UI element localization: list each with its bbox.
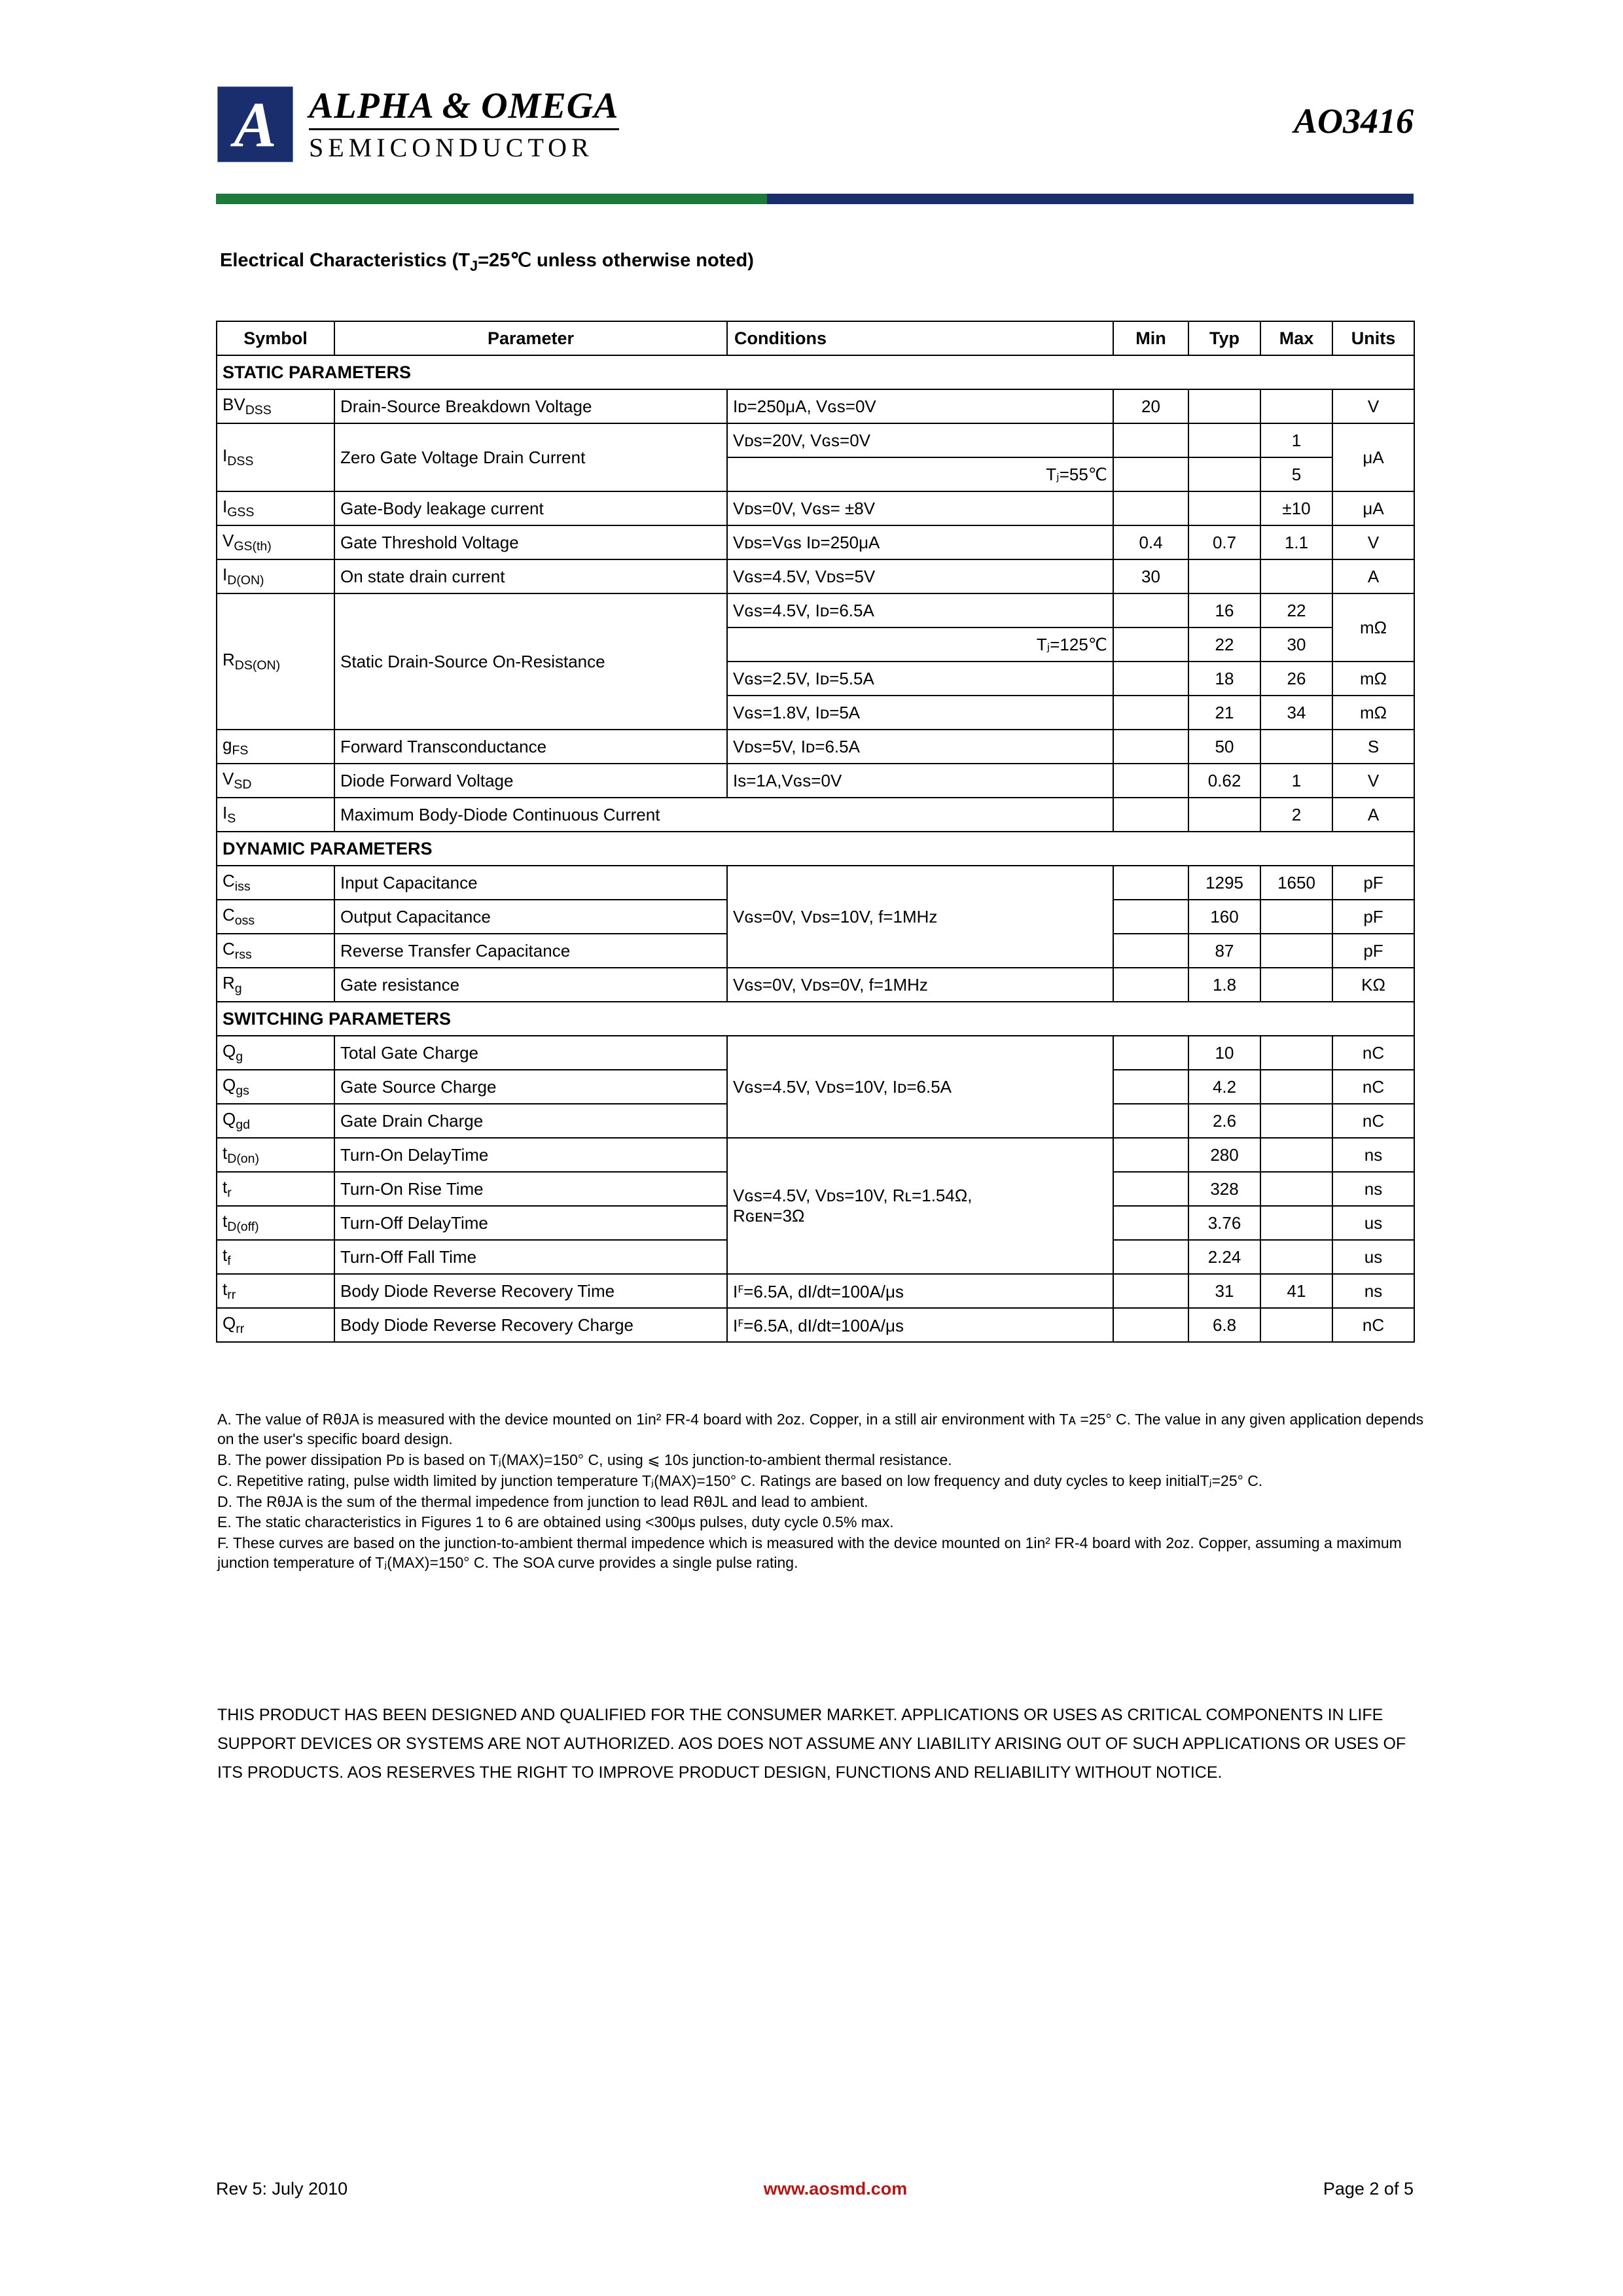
symbol-ciss: $C_{iss}$: [217, 866, 334, 900]
typ-is: [1188, 798, 1260, 832]
col-units: Units: [1332, 321, 1414, 355]
typ-rdson-3: 18: [1188, 662, 1260, 696]
min-rdson-1: [1113, 593, 1188, 627]
conditions-rdson-2: Tⱼ=125℃: [982, 627, 1113, 662]
conditions-rg: Vɢѕ=0V, Vᴅѕ=0V, f=1MHz: [727, 968, 1113, 1002]
symbol-qgs: $Q_{gs}$: [217, 1070, 334, 1104]
group-header-static: [217, 355, 1414, 389]
group-header-switching: [217, 1002, 1414, 1036]
conditions-gate-charge: Vɢѕ=4.5V, Vᴅѕ=10V, Iᴅ=6.5A: [727, 1036, 1113, 1138]
conditions-switching-line2: Rɢᴇɴ=3Ω: [733, 1206, 805, 1226]
conditions-idon: Vɢѕ=4.5V, Vᴅѕ=5V: [727, 559, 1113, 593]
min-rdson-2: [1113, 627, 1188, 662]
units-rdson-1: mΩ: [1332, 593, 1414, 662]
max-vsd: 1: [1260, 764, 1332, 798]
max-tr: [1260, 1172, 1332, 1206]
conditions-rdson-4: Vɢѕ=1.8V, Iᴅ=5A: [727, 696, 1113, 730]
brand-divider: [309, 128, 619, 130]
min-tf: [1113, 1240, 1188, 1274]
units-qgs: nC: [1332, 1070, 1414, 1104]
table-row: [217, 423, 1414, 457]
min-rg: [1113, 968, 1188, 1002]
min-vsd: [1113, 764, 1188, 798]
max-vgsth: 1.1: [1260, 525, 1332, 559]
parameter-gfs: Forward Transconductance: [334, 730, 727, 764]
min-trr: [1113, 1274, 1188, 1308]
min-idon: 30: [1113, 559, 1188, 593]
symbol-qrr: $Q_{rr}$: [217, 1308, 334, 1342]
units-qrr: nC: [1332, 1308, 1414, 1342]
website-link[interactable]: www.aosmd.com: [763, 2179, 908, 2199]
conditions-gfs: Vᴅѕ=5V, Iᴅ=6.5A: [727, 730, 1113, 764]
max-tdoff: [1260, 1206, 1332, 1240]
table-row: [217, 866, 1414, 900]
table-row: [217, 1274, 1414, 1308]
max-qrr: [1260, 1308, 1332, 1342]
parameter-rg: Gate resistance: [334, 968, 727, 1002]
symbol-coss: $C_{oss}$: [217, 900, 334, 934]
min-rdson-3: [1113, 662, 1188, 696]
table-row: [217, 593, 1414, 627]
conditions-igss: Vᴅѕ=0V, Vɢѕ= ±8V: [727, 491, 1113, 525]
units-tf: us: [1332, 1240, 1414, 1274]
typ-gfs: 50: [1188, 730, 1260, 764]
units-ciss: pF: [1332, 866, 1414, 900]
footnote-a: A. The value of RθJA is measured with the device mounted on 1in² FR-4 board with 2oz. Copper, in a still air environment with Tᴀ =25° C. The value in any given application depends on the user's specific board design.: [217, 1411, 1424, 1447]
symbol-bvdss: $BV_{DSS}$: [217, 389, 334, 423]
symbol-tf: $t_f$: [217, 1240, 334, 1274]
parameter-crss: Reverse Transfer Capacitance: [334, 934, 727, 968]
parameter-bvdss: Drain-Source Breakdown Voltage: [334, 389, 727, 423]
typ-qgs: 4.2: [1188, 1070, 1260, 1104]
disclaimer-text: THIS PRODUCT HAS BEEN DESIGNED AND QUALIFIED FOR THE CONSUMER MARKET. APPLICATIONS OR USES AS CRITICAL COMPONENTS IN LIFE SUPPORT DEVICES OR SYSTEMS ARE NOT AUTHORIZED. AOS DOES NOT ASSUME ANY LIABILITY ARISING OUT OF SUCH APPLICATIONS OR USES OF ITS PRODUCTS. AOS RESERVES THE RIGHT TO IMPROVE PRODUCT DESIGN, FUNCTIONS AND RELIABILITY WITHOUT NOTICE.: [217, 1706, 1406, 1782]
navy-bar: [767, 194, 1414, 204]
conditions-rdson-1: Vɢѕ=4.5V, Iᴅ=6.5A: [727, 593, 1113, 627]
group-title-dynamic: DYNAMIC PARAMETERS: [217, 832, 1414, 866]
typ-rdson-1: 16: [1188, 593, 1260, 627]
units-is: A: [1332, 798, 1414, 832]
max-idss-2: 5: [1260, 457, 1332, 491]
page-footer: [216, 2179, 1414, 2199]
parameter-tf: Turn-Off Fall Time: [334, 1240, 727, 1274]
table-row: [217, 525, 1414, 559]
footnote-f: F. These curves are based on the junction-to-ambient thermal impedence which is measured with the device mounted on 1in² FR-4 board with 2oz. Copper, assuming a maximum junction temperature of Tⱼ(MAX)=150° C. The SOA curve provides a single pulse rating.: [217, 1534, 1402, 1572]
max-rdson-1: 22: [1260, 593, 1332, 627]
units-rdson-3: mΩ: [1332, 662, 1414, 696]
units-vsd: V: [1332, 764, 1414, 798]
group-title-static: STATIC PARAMETERS: [217, 355, 1414, 389]
symbol-rg: $R_g$: [217, 968, 334, 1002]
parameter-qgs: Gate Source Charge: [334, 1070, 727, 1104]
conditions-trr: Iꟳ=6.5A, dI/dt=100A/μs: [727, 1274, 1113, 1308]
min-is: [1113, 798, 1188, 832]
max-qgs: [1260, 1070, 1332, 1104]
section-title-sub: J: [470, 257, 478, 274]
conditions-rdson-3: Vɢѕ=2.5V, Iᴅ=5.5A: [727, 662, 1113, 696]
col-conditions: Conditions: [727, 321, 1113, 355]
parameter-ciss: Input Capacitance: [334, 866, 727, 900]
footnotes: [217, 1410, 1428, 1574]
parameter-idon: On state drain current: [334, 559, 727, 593]
col-symbol: Symbol: [217, 321, 334, 355]
max-is: 2: [1260, 798, 1332, 832]
table-row: [217, 798, 1414, 832]
brand-subtitle: SEMICONDUCTOR: [309, 132, 594, 162]
min-qrr: [1113, 1308, 1188, 1342]
section-title-prefix: Electrical Characteristics (T: [220, 250, 471, 271]
parameter-tr: Turn-On Rise Time: [334, 1172, 727, 1206]
max-crss: [1260, 934, 1332, 968]
table-row: [217, 764, 1414, 798]
min-ciss: [1113, 866, 1188, 900]
table-row: [217, 389, 1414, 423]
min-qgs: [1113, 1070, 1188, 1104]
symbol-tdoff: $t_{D(off)}$: [217, 1206, 334, 1240]
group-title-switching: SWITCHING PARAMETERS: [217, 1002, 1414, 1036]
parameter-tdoff: Turn-Off DelayTime: [334, 1206, 727, 1240]
company-logo: [216, 85, 619, 164]
symbol-gfs: $g_{FS}$: [217, 730, 334, 764]
max-rg: [1260, 968, 1332, 1002]
parameter-is: Maximum Body-Diode Continuous Current: [334, 798, 1113, 832]
min-igss: [1113, 491, 1188, 525]
units-rg: KΩ: [1332, 968, 1414, 1002]
symbol-tr: $t_r$: [217, 1172, 334, 1206]
units-tdon: ns: [1332, 1138, 1414, 1172]
min-qg: [1113, 1036, 1188, 1070]
symbol-vsd: $V_{SD}$: [217, 764, 334, 798]
typ-qg: 10: [1188, 1036, 1260, 1070]
footnote-e: E. The static characteristics in Figures 1 to 6 are obtained using <300μs pulses, duty cycle 0.5% max.: [217, 1513, 894, 1531]
footnote-c: C. Repetitive rating, pulse width limited by junction temperature Tⱼ(MAX)=150° C. Ratings are based on low frequency and duty cycles to keep initialTⱼ=25° C.: [217, 1472, 1263, 1489]
electrical-characteristics-table: [216, 321, 1415, 1343]
footnote-b: B. The power dissipation Pᴅ is based on Tⱼ(MAX)=150° C, using ⩽ 10s junction-to-ambient thermal resistance.: [217, 1451, 952, 1468]
parameter-vsd: Diode Forward Voltage: [334, 764, 727, 798]
max-gfs: [1260, 730, 1332, 764]
units-tr: ns: [1332, 1172, 1414, 1206]
min-idss-1: [1113, 423, 1188, 457]
typ-igss: [1188, 491, 1260, 525]
min-tdoff: [1113, 1206, 1188, 1240]
min-idss-2: [1113, 457, 1188, 491]
units-vgsth: V: [1332, 525, 1414, 559]
parameter-qgd: Gate Drain Charge: [334, 1104, 727, 1138]
typ-vsd: 0.62: [1188, 764, 1260, 798]
typ-tr: 328: [1188, 1172, 1260, 1206]
section-title: [220, 249, 754, 275]
col-max: Max: [1260, 321, 1332, 355]
table-row: [217, 730, 1414, 764]
page-number: Page 2 of 5: [1323, 2179, 1414, 2199]
max-rdson-4: 34: [1260, 696, 1332, 730]
min-vgsth: 0.4: [1113, 525, 1188, 559]
conditions-switching-line1: Vɢѕ=4.5V, Vᴅѕ=10V, Rʟ=1.54Ω,: [733, 1186, 972, 1205]
units-tdoff: us: [1332, 1206, 1414, 1240]
units-igss: μA: [1332, 491, 1414, 525]
green-bar: [216, 194, 767, 204]
symbol-vgsth: $V_{GS(th)}$: [217, 525, 334, 559]
conditions-vgsth: Vᴅѕ=Vɢѕ Iᴅ=250μA: [727, 525, 1113, 559]
symbol-is: $I_S$: [217, 798, 334, 832]
max-tdon: [1260, 1138, 1332, 1172]
parameter-tdon: Turn-On DelayTime: [334, 1138, 727, 1172]
symbol-idon: $I_{D(ON)}$: [217, 559, 334, 593]
table-row: [217, 1308, 1414, 1342]
typ-crss: 87: [1188, 934, 1260, 968]
units-rdson-4: mΩ: [1332, 696, 1414, 730]
units-coss: pF: [1332, 900, 1414, 934]
table-row: [217, 1138, 1414, 1172]
revision-label: Rev 5: July 2010: [216, 2179, 348, 2199]
part-number: AO3416: [1293, 101, 1414, 141]
max-idss-1: 1: [1260, 423, 1332, 457]
conditions-idss-1: Vᴅѕ=20V, Vɢѕ=0V: [727, 423, 1113, 457]
parameter-qrr: Body Diode Reverse Recovery Charge: [334, 1308, 727, 1342]
table-row: [217, 968, 1414, 1002]
units-crss: pF: [1332, 934, 1414, 968]
symbol-crss: $C_{rss}$: [217, 934, 334, 968]
parameter-coss: Output Capacitance: [334, 900, 727, 934]
col-typ: Typ: [1188, 321, 1260, 355]
svg-text:A: A: [234, 89, 277, 161]
table-row: [217, 491, 1414, 525]
max-igss: ±10: [1260, 491, 1332, 525]
max-bvdss: [1260, 389, 1332, 423]
typ-tdoff: 3.76: [1188, 1206, 1260, 1240]
typ-qrr: 6.8: [1188, 1308, 1260, 1342]
max-rdson-3: 26: [1260, 662, 1332, 696]
units-qgd: nC: [1332, 1104, 1414, 1138]
min-tdon: [1113, 1138, 1188, 1172]
units-trr: ns: [1332, 1274, 1414, 1308]
conditions-capacitance: Vɢѕ=0V, Vᴅѕ=10V, f=1MHz: [727, 866, 1113, 968]
typ-ciss: 1295: [1188, 866, 1260, 900]
max-ciss: 1650: [1260, 866, 1332, 900]
max-idon: [1260, 559, 1332, 593]
units-qg: nC: [1332, 1036, 1414, 1070]
parameter-idss: Zero Gate Voltage Drain Current: [334, 423, 727, 491]
min-coss: [1113, 900, 1188, 934]
table-row: [217, 559, 1414, 593]
footnote-d: D. The RθJA is the sum of the thermal impedence from junction to lead RθJL and lead to ambient.: [217, 1492, 868, 1510]
units-idss: μA: [1332, 423, 1414, 491]
brand-text: [309, 87, 619, 162]
typ-tdon: 280: [1188, 1138, 1260, 1172]
typ-coss: 160: [1188, 900, 1260, 934]
min-rdson-4: [1113, 696, 1188, 730]
brand-name: ALPHA & OMEGA: [309, 86, 619, 127]
col-parameter: Parameter: [334, 321, 727, 355]
col-min: Min: [1113, 321, 1188, 355]
typ-vgsth: 0.7: [1188, 525, 1260, 559]
max-trr: 41: [1260, 1274, 1332, 1308]
typ-trr: 31: [1188, 1274, 1260, 1308]
min-gfs: [1113, 730, 1188, 764]
typ-qgd: 2.6: [1188, 1104, 1260, 1138]
max-tf: [1260, 1240, 1332, 1274]
symbol-qg: $Q_g$: [217, 1036, 334, 1070]
header-color-bars: [216, 194, 1414, 204]
section-title-suffix: =25℃ unless otherwise noted): [478, 250, 754, 271]
symbol-rdson: $R_{DS(ON)}$: [217, 593, 334, 730]
typ-bvdss: [1188, 389, 1260, 423]
conditions-switching: [727, 1138, 1113, 1274]
conditions-bvdss: Iᴅ=250μA, Vɢѕ=0V: [727, 389, 1113, 423]
parameter-rdson: Static Drain-Source On-Resistance: [334, 593, 727, 730]
units-gfs: S: [1332, 730, 1414, 764]
symbol-qgd: $Q_{gd}$: [217, 1104, 334, 1138]
parameter-vgsth: Gate Threshold Voltage: [334, 525, 727, 559]
conditions-vsd: Iѕ=1A,Vɢѕ=0V: [727, 764, 1113, 798]
min-tr: [1113, 1172, 1188, 1206]
page-header: [216, 85, 1414, 203]
parameter-qg: Total Gate Charge: [334, 1036, 727, 1070]
symbol-idss: $I_{DSS}$: [217, 423, 334, 491]
table-row: [217, 1036, 1414, 1070]
units-bvdss: V: [1332, 389, 1414, 423]
typ-idon: [1188, 559, 1260, 593]
conditions-idss-2: Tⱼ=55℃: [982, 457, 1113, 491]
parameter-trr: Body Diode Reverse Recovery Time: [334, 1274, 727, 1308]
symbol-trr: $t_{rr}$: [217, 1274, 334, 1308]
symbol-igss: $I_{GSS}$: [217, 491, 334, 525]
min-qgd: [1113, 1104, 1188, 1138]
typ-tf: 2.24: [1188, 1240, 1260, 1274]
typ-rdson-2: 22: [1188, 627, 1260, 662]
table-header-row: [217, 321, 1414, 355]
max-rdson-2: 30: [1260, 627, 1332, 662]
units-idon: A: [1332, 559, 1414, 593]
max-coss: [1260, 900, 1332, 934]
conditions-qrr: Iꟳ=6.5A, dI/dt=100A/μs: [727, 1308, 1113, 1342]
max-qg: [1260, 1036, 1332, 1070]
typ-rg: 1.8: [1188, 968, 1260, 1002]
typ-idss-1: [1188, 423, 1260, 457]
min-crss: [1113, 934, 1188, 968]
max-qgd: [1260, 1104, 1332, 1138]
symbol-tdon: $t_{D(on)}$: [217, 1138, 334, 1172]
alpha-omega-logo-icon: [216, 85, 294, 164]
conditions-idss-2-spacer: [727, 457, 982, 491]
typ-idss-2: [1188, 457, 1260, 491]
conditions-rdson-2-spacer: [727, 627, 982, 662]
parameter-igss: Gate-Body leakage current: [334, 491, 727, 525]
group-header-dynamic: [217, 832, 1414, 866]
typ-rdson-4: 21: [1188, 696, 1260, 730]
min-bvdss: 20: [1113, 389, 1188, 423]
